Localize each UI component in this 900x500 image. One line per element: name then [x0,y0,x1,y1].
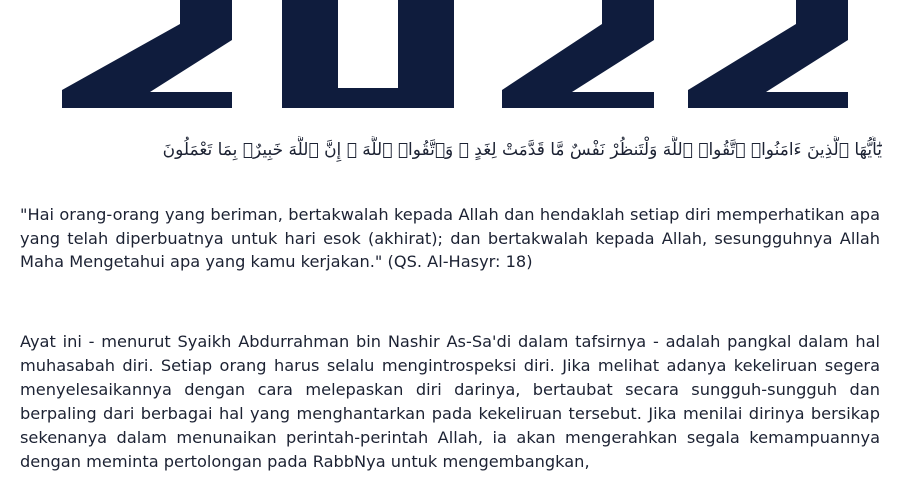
verse-translation: "Hai orang-orang yang beriman, bertakwalah kepada Allah dan hendaklah setiap diri memperhatikan apa yang telah diperbuatnya untuk hari esok (akhirat); dan bertakwalah kepada Allah, sesungguhnya Allah Maha Mengetahui apa yang kamu kerjakan." (QS. Al-Hasyr: 18) [20,205,880,272]
tafsir-commentary: Ayat ini - menurut Syaikh Abdurrahman bin Nashir As-Sa'di dalam tafsirnya - adalah pangkal dalam hal muhasabah diri. Setiap orang harus selalu mengintrospeksi diri. Jika melihat adanya kekeliruan segera menyelesaikannya dengan cara melepaskan diri darinya, bertaubat secara sungguh-sungguh dan berpaling dari berbagai hal yang menghantarkan pada kekeliruan tersebut. Jika menilai dirinya bersikap sekenanya dalam menunaikan perintah-perintah Allah, ia akan mengerahkan segala kemampuannya dengan meminta pertolongan pada RabbNya untuk mengembangkan, [20,332,880,471]
digit-2-third [688,0,848,108]
year-graphic [0,0,900,120]
year-2022-graphic [0,0,900,120]
digit-2-second [502,0,654,108]
digit-0 [282,0,454,108]
year-digits [62,0,848,108]
digit-2-first [62,0,232,108]
arabic-verse: يَٰٓأَيُّهَا ٱلَّذِينَ ءَامَنُوا۟ ٱتَّقُوا۟ ٱللَّهَ وَلْتَنظُرْ نَفْسٌ مَّا قَدَّمَتْ لِغَدٍ ۖ وَٱتَّقُوا۟ ٱللَّهَ ۚ إِنَّ ٱللَّهَ خَبِيرٌۢ بِمَا تَعْمَلُونَ [162,140,882,160]
